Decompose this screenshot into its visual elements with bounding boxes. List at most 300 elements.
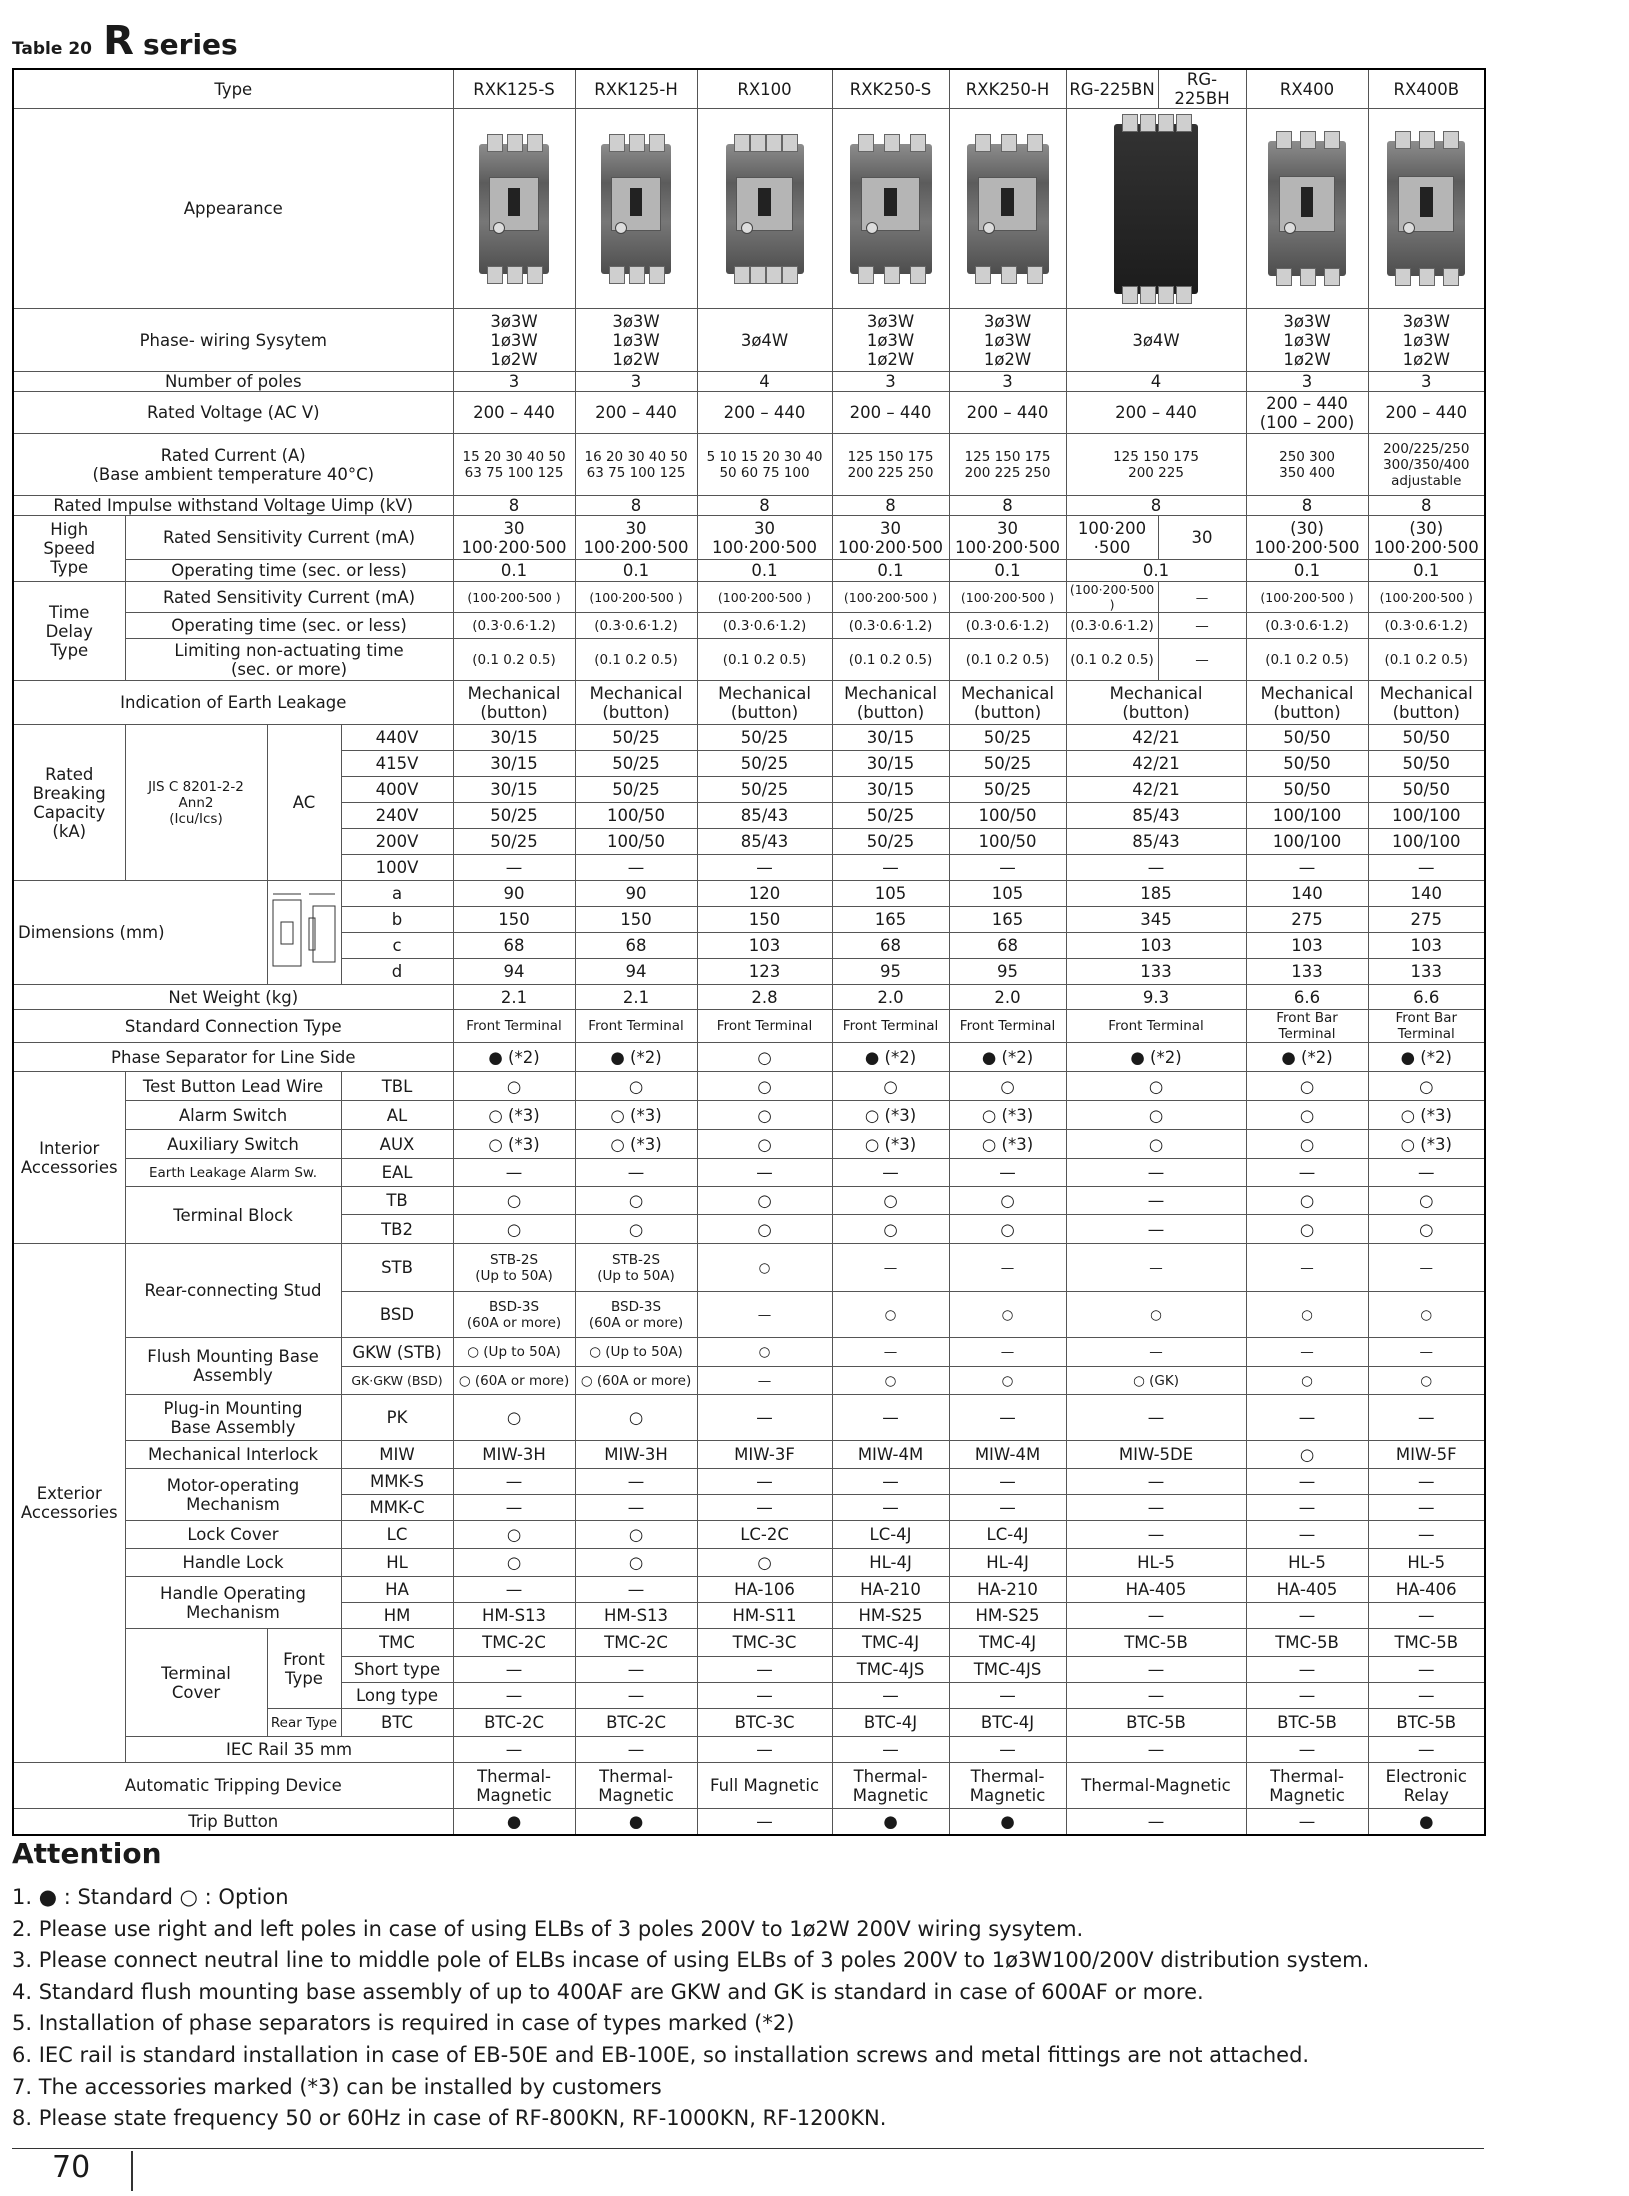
value-cell: 100/100 [1246, 829, 1368, 855]
value-cell: — [832, 1159, 949, 1187]
value-cell: — [575, 1577, 697, 1603]
value-cell: Thermal- Magnetic [949, 1763, 1066, 1809]
td-sens-row [13, 582, 1485, 613]
value-cell: HA-210 [949, 1577, 1066, 1603]
value-cell: HA-406 [1368, 1577, 1485, 1603]
value-cell: ○ [832, 1292, 949, 1338]
value-cell: 3 [832, 372, 949, 392]
value-cell: ● [1368, 1809, 1485, 1835]
trip-button-label: Trip Button [13, 1809, 453, 1835]
value-cell: 30/15 [832, 777, 949, 803]
exterior-row [13, 1521, 1485, 1549]
dimensions-text: Dimensions (mm) [18, 923, 165, 942]
value-cell: TMC-5B [1066, 1629, 1246, 1657]
value-cell: ○ (60A or more) [575, 1367, 697, 1395]
value-cell: 50/50 [1368, 725, 1485, 751]
value-cell: — [949, 1495, 1066, 1521]
model-header: RG-225BH [1158, 69, 1246, 109]
value-cell: — [1368, 1495, 1485, 1521]
value-cell: HL-5 [1066, 1549, 1246, 1577]
value-cell: Front Terminal [453, 1010, 575, 1043]
value-cell: — [949, 1244, 1066, 1292]
value-cell: 103 [1368, 933, 1485, 959]
accessory-name: Flush Mounting Base Assembly [125, 1338, 341, 1395]
value-cell: Front Bar Terminal [1368, 1010, 1485, 1043]
value-cell: (100·200·500 ) [697, 582, 832, 613]
value-cell: 100/50 [575, 829, 697, 855]
tripping-device-row [13, 1763, 1485, 1809]
value-cell: HL-5 [1368, 1549, 1485, 1577]
value-cell: ○ [949, 1072, 1066, 1101]
value-cell: (0.3·0.6·1.2) [1368, 613, 1485, 639]
ac-label: AC [267, 725, 341, 881]
value-cell: (0.1 0.2 0.5) [697, 639, 832, 681]
specification-table [12, 68, 1486, 1836]
accessory-name: Handle Operating Mechanism [125, 1577, 341, 1629]
value-cell: LC-2C [697, 1521, 832, 1549]
value-cell: ○ (*3) [1368, 1101, 1485, 1130]
value-cell: 50/25 [575, 725, 697, 751]
value-cell: — [697, 855, 832, 881]
phase-row [13, 309, 1485, 372]
value-cell: 140 [1246, 881, 1368, 907]
value-cell: ○ [1368, 1187, 1485, 1215]
value-cell: — [1066, 1683, 1246, 1709]
value-cell: 105 [832, 881, 949, 907]
value-cell: — [453, 1683, 575, 1709]
value-cell: 3ø4W [1066, 309, 1246, 372]
value-cell: 250 300 350 400 [1246, 434, 1368, 496]
value-cell: 50/25 [697, 751, 832, 777]
value-cell: ○ [1368, 1072, 1485, 1101]
value-cell: 3ø3W 1ø3W 1ø2W [832, 309, 949, 372]
value-cell: ○ [1066, 1130, 1246, 1159]
value-cell: 94 [453, 959, 575, 985]
value-cell: Mechanical (button) [453, 681, 575, 725]
impulse-row [13, 496, 1485, 516]
breaker-photo-cell [697, 109, 832, 309]
value-cell: TMC-2C [575, 1629, 697, 1657]
dimension-key: b [341, 907, 453, 933]
value-cell: BTC-4J [949, 1709, 1066, 1737]
value-cell: Mechanical (button) [832, 681, 949, 725]
value-cell: 2.1 [575, 985, 697, 1010]
value-cell: TMC-5B [1246, 1629, 1368, 1657]
value-cell: 30/15 [832, 751, 949, 777]
value-cell: 85/43 [697, 803, 832, 829]
value-cell: HM-S13 [575, 1603, 697, 1629]
value-cell: 125 150 175 200 225 250 [832, 434, 949, 496]
value-cell: TMC-3C [697, 1629, 832, 1657]
value-cell: — [1158, 639, 1246, 681]
breaking-standard: JIS C 8201-2-2 Ann2 (Icu/Ics) [125, 725, 267, 881]
value-cell: 30/15 [832, 725, 949, 751]
value-cell: — [1246, 1469, 1368, 1495]
value-cell: MIW-5DE [1066, 1441, 1246, 1469]
value-cell: 0.1 [1368, 560, 1485, 582]
value-cell: — [575, 1495, 697, 1521]
breaker-photo [967, 144, 1049, 274]
value-cell: Mechanical (button) [697, 681, 832, 725]
value-cell: 6.6 [1368, 985, 1485, 1010]
value-cell: — [697, 1469, 832, 1495]
value-cell: ○ [453, 1072, 575, 1101]
value-cell: — [697, 1495, 832, 1521]
value-cell: 94 [575, 959, 697, 985]
value-cell: Front Terminal [1066, 1010, 1246, 1043]
breaker-photo [1387, 141, 1465, 276]
value-cell: 30 100·200·500 [697, 516, 832, 560]
value-cell: Thermal- Magnetic [832, 1763, 949, 1809]
value-cell: 8 [697, 496, 832, 516]
model-header: RXK125-H [575, 69, 697, 109]
phase-separator-label: Phase Separator for Line Side [13, 1043, 453, 1072]
value-cell: 9.3 [1066, 985, 1246, 1010]
value-cell: ○ [697, 1072, 832, 1101]
value-cell: — [949, 1395, 1066, 1441]
breaker-photo-cell [949, 109, 1066, 309]
value-cell: 0.1 [575, 560, 697, 582]
value-cell: 123 [697, 959, 832, 985]
value-cell: 200 – 440 (100 – 200) [1246, 392, 1368, 434]
accessory-name: Lock Cover [125, 1521, 341, 1549]
value-cell: — [453, 1577, 575, 1603]
model-header: RXK250-H [949, 69, 1066, 109]
value-cell: — [575, 1657, 697, 1683]
accessory-name: Handle Lock [125, 1549, 341, 1577]
value-cell: BTC-5B [1066, 1709, 1246, 1737]
exterior-row [13, 1577, 1485, 1603]
page-number: 70 [52, 2150, 91, 2185]
voltage-key: 400V [341, 777, 453, 803]
value-cell: 8 [575, 496, 697, 516]
interior-row [13, 1130, 1485, 1159]
voltage-row [13, 392, 1485, 434]
value-cell: (0.1 0.2 0.5) [453, 639, 575, 681]
value-cell: — [1246, 1395, 1368, 1441]
attention-note: 6. IEC rail is standard installation in case of EB-50E and EB-100E, so installation screws and metal fittings are not attached. [12, 2042, 1310, 2067]
value-cell: Full Magnetic [697, 1763, 832, 1809]
value-cell: Mechanical (button) [1246, 681, 1368, 725]
value-cell: — [832, 1338, 949, 1367]
interior-group: Interior Accessories [13, 1072, 125, 1244]
value-cell: — [697, 1657, 832, 1683]
value-cell: 103 [1246, 933, 1368, 959]
interior-row [13, 1187, 1485, 1215]
value-cell: — [697, 1683, 832, 1709]
value-cell: 50/25 [575, 777, 697, 803]
series-word: series [142, 28, 238, 61]
value-cell: ○ [1246, 1101, 1368, 1130]
exterior-row [13, 1244, 1485, 1292]
breaker-photo-cell [1066, 109, 1246, 309]
attention-notes [12, 1882, 1369, 2135]
value-cell: 8 [1246, 496, 1368, 516]
value-cell: 100/50 [949, 829, 1066, 855]
high-speed-group: High Speed Type [13, 516, 125, 582]
value-cell: 30 100·200·500 [453, 516, 575, 560]
value-cell: ○ [949, 1292, 1066, 1338]
value-cell: ○ [1368, 1367, 1485, 1395]
accessory-code: BTC [341, 1709, 453, 1737]
value-cell: — [697, 1159, 832, 1187]
accessory-code: EAL [341, 1159, 453, 1187]
accessory-code: Long type [341, 1683, 453, 1709]
value-cell: — [949, 855, 1066, 881]
value-cell: (100·200·500 ) [453, 582, 575, 613]
poles-label: Number of poles [13, 372, 453, 392]
value-cell: 50/25 [832, 829, 949, 855]
value-cell: ○ [697, 1338, 832, 1367]
value-cell: 90 [575, 881, 697, 907]
exterior-row [13, 1469, 1485, 1495]
dimension-key: d [341, 959, 453, 985]
value-cell: — [453, 1495, 575, 1521]
exterior-row [13, 1549, 1485, 1577]
value-cell: — [453, 1159, 575, 1187]
value-cell: 30 100·200·500 [832, 516, 949, 560]
value-cell: ○ [1246, 1441, 1368, 1469]
value-cell: (30) 100·200·500 [1246, 516, 1368, 560]
td-limit-row [13, 639, 1485, 681]
accessory-code: BSD [341, 1292, 453, 1338]
value-cell: 200 – 440 [697, 392, 832, 434]
value-cell: — [832, 1495, 949, 1521]
accessory-code: Short type [341, 1657, 453, 1683]
voltage-key: 200V [341, 829, 453, 855]
value-cell: (100·200·500 ) [1246, 582, 1368, 613]
table-label: Table 20 [12, 39, 92, 59]
value-cell: 30/15 [453, 725, 575, 751]
value-cell: 105 [949, 881, 1066, 907]
accessory-code: GK·GKW (BSD) [341, 1367, 453, 1395]
value-cell: (0.3·0.6·1.2) [832, 613, 949, 639]
value-cell: MIW-3H [453, 1441, 575, 1469]
value-cell: (0.3·0.6·1.2) [697, 613, 832, 639]
value-cell: ○ [697, 1043, 832, 1072]
breaker-photo-cell [1368, 109, 1485, 309]
value-cell: ● (*2) [832, 1043, 949, 1072]
voltage-label: Rated Voltage (AC V) [13, 392, 453, 434]
accessory-name: Earth Leakage Alarm Sw. [125, 1159, 341, 1187]
accessory-code: MIW [341, 1441, 453, 1469]
value-cell: (0.1 0.2 0.5) [832, 639, 949, 681]
accessory-code: AUX [341, 1130, 453, 1159]
value-cell: 8 [949, 496, 1066, 516]
value-cell: BTC-4J [832, 1709, 949, 1737]
header-row [13, 69, 1485, 109]
value-cell: — [1246, 1338, 1368, 1367]
value-cell: 275 [1246, 907, 1368, 933]
value-cell: (100·200·500 ) [1368, 582, 1485, 613]
connection-label: Standard Connection Type [13, 1010, 453, 1043]
value-cell: TMC-2C [453, 1629, 575, 1657]
value-cell: — [1368, 1159, 1485, 1187]
value-cell: ○ [1246, 1215, 1368, 1244]
value-cell: 100·200 ·500 [1066, 516, 1158, 560]
value-cell: — [1066, 1495, 1246, 1521]
value-cell: 42/21 [1066, 751, 1246, 777]
value-cell: Mechanical (button) [949, 681, 1066, 725]
value-cell: 125 150 175 200 225 250 [949, 434, 1066, 496]
appearance-row [13, 109, 1485, 309]
appearance-label: Appearance [13, 109, 453, 309]
breaker-photo [850, 144, 932, 274]
value-cell: ○ [453, 1395, 575, 1441]
value-cell: HM-S25 [832, 1603, 949, 1629]
value-cell: BTC-5B [1246, 1709, 1368, 1737]
value-cell: ● [575, 1809, 697, 1835]
value-cell: — [453, 855, 575, 881]
value-cell: — [1246, 1159, 1368, 1187]
accessory-name: Terminal Block [125, 1187, 341, 1244]
value-cell: Mechanical (button) [1368, 681, 1485, 725]
value-cell: 50/50 [1368, 777, 1485, 803]
value-cell: 68 [453, 933, 575, 959]
attention-note: 2. Please use right and left poles in case of using ELBs of 3 poles 200V to 1ø2W 200V wiring sysytem. [12, 1916, 1084, 1941]
series-letter: R [103, 18, 134, 64]
value-cell: MIW-3F [697, 1441, 832, 1469]
value-cell: 100/50 [575, 803, 697, 829]
table-caption [12, 18, 238, 64]
current-label: Rated Current (A) (Base ambient temperature 40°C) [13, 434, 453, 496]
accessory-code: MMK-C [341, 1495, 453, 1521]
value-cell: — [1246, 1683, 1368, 1709]
value-cell: 120 [697, 881, 832, 907]
value-cell: TMC-5B [1368, 1629, 1485, 1657]
model-header: RXK125-S [453, 69, 575, 109]
value-cell: BSD-3S (60A or more) [575, 1292, 697, 1338]
value-cell: — [697, 1292, 832, 1338]
exterior-row [13, 1629, 1485, 1657]
value-cell: ○ [1246, 1130, 1368, 1159]
value-cell: 50/25 [697, 777, 832, 803]
td-time-row [13, 613, 1485, 639]
breaker-photo [1268, 141, 1346, 276]
value-cell: ○ [575, 1187, 697, 1215]
value-cell: (100·200·500 ) [832, 582, 949, 613]
value-cell: ○ (*3) [575, 1101, 697, 1130]
value-cell: HL-4J [832, 1549, 949, 1577]
value-cell: — [949, 1338, 1066, 1367]
value-cell: ○ (60A or more) [453, 1367, 575, 1395]
attention-note: 5. Installation of phase separators is required in case of types marked (*2) [12, 2011, 795, 2036]
value-cell: 3ø4W [697, 309, 832, 372]
accessory-code: PK [341, 1395, 453, 1441]
value-cell: Front Bar Terminal [1246, 1010, 1368, 1043]
poles-row [13, 372, 1485, 392]
value-cell: ○ [832, 1187, 949, 1215]
value-cell: ● (*2) [1066, 1043, 1246, 1072]
attention-note: 1. ● : Standard ○ : Option [12, 1885, 289, 1909]
value-cell: 8 [832, 496, 949, 516]
value-cell: HA-405 [1246, 1577, 1368, 1603]
value-cell: — [575, 1683, 697, 1709]
accessory-code: AL [341, 1101, 453, 1130]
value-cell: ○ [697, 1215, 832, 1244]
value-cell: 16 20 30 40 50 63 75 100 125 [575, 434, 697, 496]
value-cell: 50/50 [1368, 751, 1485, 777]
value-cell: 95 [949, 959, 1066, 985]
weight-row [13, 985, 1485, 1010]
value-cell: ● (*2) [575, 1043, 697, 1072]
value-cell: — [1066, 1187, 1246, 1215]
value-cell: ○ [575, 1395, 697, 1441]
value-cell: ○ [1066, 1072, 1246, 1101]
accessory-name: Rear-connecting Stud [125, 1244, 341, 1338]
value-cell: — [697, 1809, 832, 1835]
model-header: RX400B [1368, 69, 1485, 109]
value-cell: 8 [453, 496, 575, 516]
value-cell: ○ (*3) [1368, 1130, 1485, 1159]
td-sens-label: Rated Sensitivity Current (mA) [125, 582, 453, 613]
value-cell: 95 [832, 959, 949, 985]
value-cell: 3 [575, 372, 697, 392]
accessory-name: Mechanical Interlock [125, 1441, 341, 1469]
value-cell: 42/21 [1066, 777, 1246, 803]
value-cell: MIW-3H [575, 1441, 697, 1469]
value-cell: BTC-3C [697, 1709, 832, 1737]
value-cell: ● [949, 1809, 1066, 1835]
impulse-label: Rated Impulse withstand Voltage Uimp (kV) [13, 496, 453, 516]
value-cell: ○ (GK) [1066, 1367, 1246, 1395]
value-cell: 3 [1368, 372, 1485, 392]
accessory-name: Plug-in Mounting Base Assembly [125, 1395, 341, 1441]
td-time-label: Operating time (sec. or less) [125, 613, 453, 639]
value-cell: HM-S11 [697, 1603, 832, 1629]
value-cell: — [1368, 855, 1485, 881]
voltage-key: 440V [341, 725, 453, 751]
value-cell: — [949, 1469, 1066, 1495]
value-cell: — [1368, 1395, 1485, 1441]
value-cell: HA-210 [832, 1577, 949, 1603]
value-cell: Mechanical (button) [1066, 681, 1246, 725]
indication-row [13, 681, 1485, 725]
value-cell: ○ (*3) [832, 1130, 949, 1159]
value-cell: ○ [1066, 1292, 1246, 1338]
value-cell: ○ [575, 1072, 697, 1101]
td-limit-label: Limiting non-actuating time (sec. or more) [125, 639, 453, 681]
breaker-photo [726, 144, 804, 274]
value-cell: ○ [1368, 1215, 1485, 1244]
breaker-photo [479, 144, 549, 274]
value-cell: — [1066, 1244, 1246, 1292]
attention-note: 4. Standard flush mounting base assembly of up to 400AF are GKW and GK is standard in case of 600AF or more. [12, 1979, 1204, 2004]
value-cell: ○ [1246, 1187, 1368, 1215]
value-cell: — [949, 1737, 1066, 1763]
value-cell: BSD-3S (60A or more) [453, 1292, 575, 1338]
value-cell: Thermal-Magnetic [1066, 1763, 1246, 1809]
accessory-name: Terminal Cover [125, 1629, 267, 1737]
exterior-row [13, 1395, 1485, 1441]
dimension-key: a [341, 881, 453, 907]
value-cell: 125 150 175 200 225 [1066, 434, 1246, 496]
value-cell: — [1158, 613, 1246, 639]
value-cell: ○ (*3) [453, 1130, 575, 1159]
value-cell: 0.1 [453, 560, 575, 582]
value-cell: — [1066, 1737, 1246, 1763]
value-cell: 100/100 [1246, 803, 1368, 829]
value-cell: 2.8 [697, 985, 832, 1010]
value-cell: ● [453, 1809, 575, 1835]
page-number-bar [131, 2151, 133, 2191]
value-cell: — [1066, 1603, 1246, 1629]
hs-sens-row [13, 516, 1485, 560]
value-cell: ○ (Up to 50A) [453, 1338, 575, 1367]
value-cell: ● (*2) [1246, 1043, 1368, 1072]
value-cell: LC-4J [832, 1521, 949, 1549]
model-header: RXK250-S [832, 69, 949, 109]
